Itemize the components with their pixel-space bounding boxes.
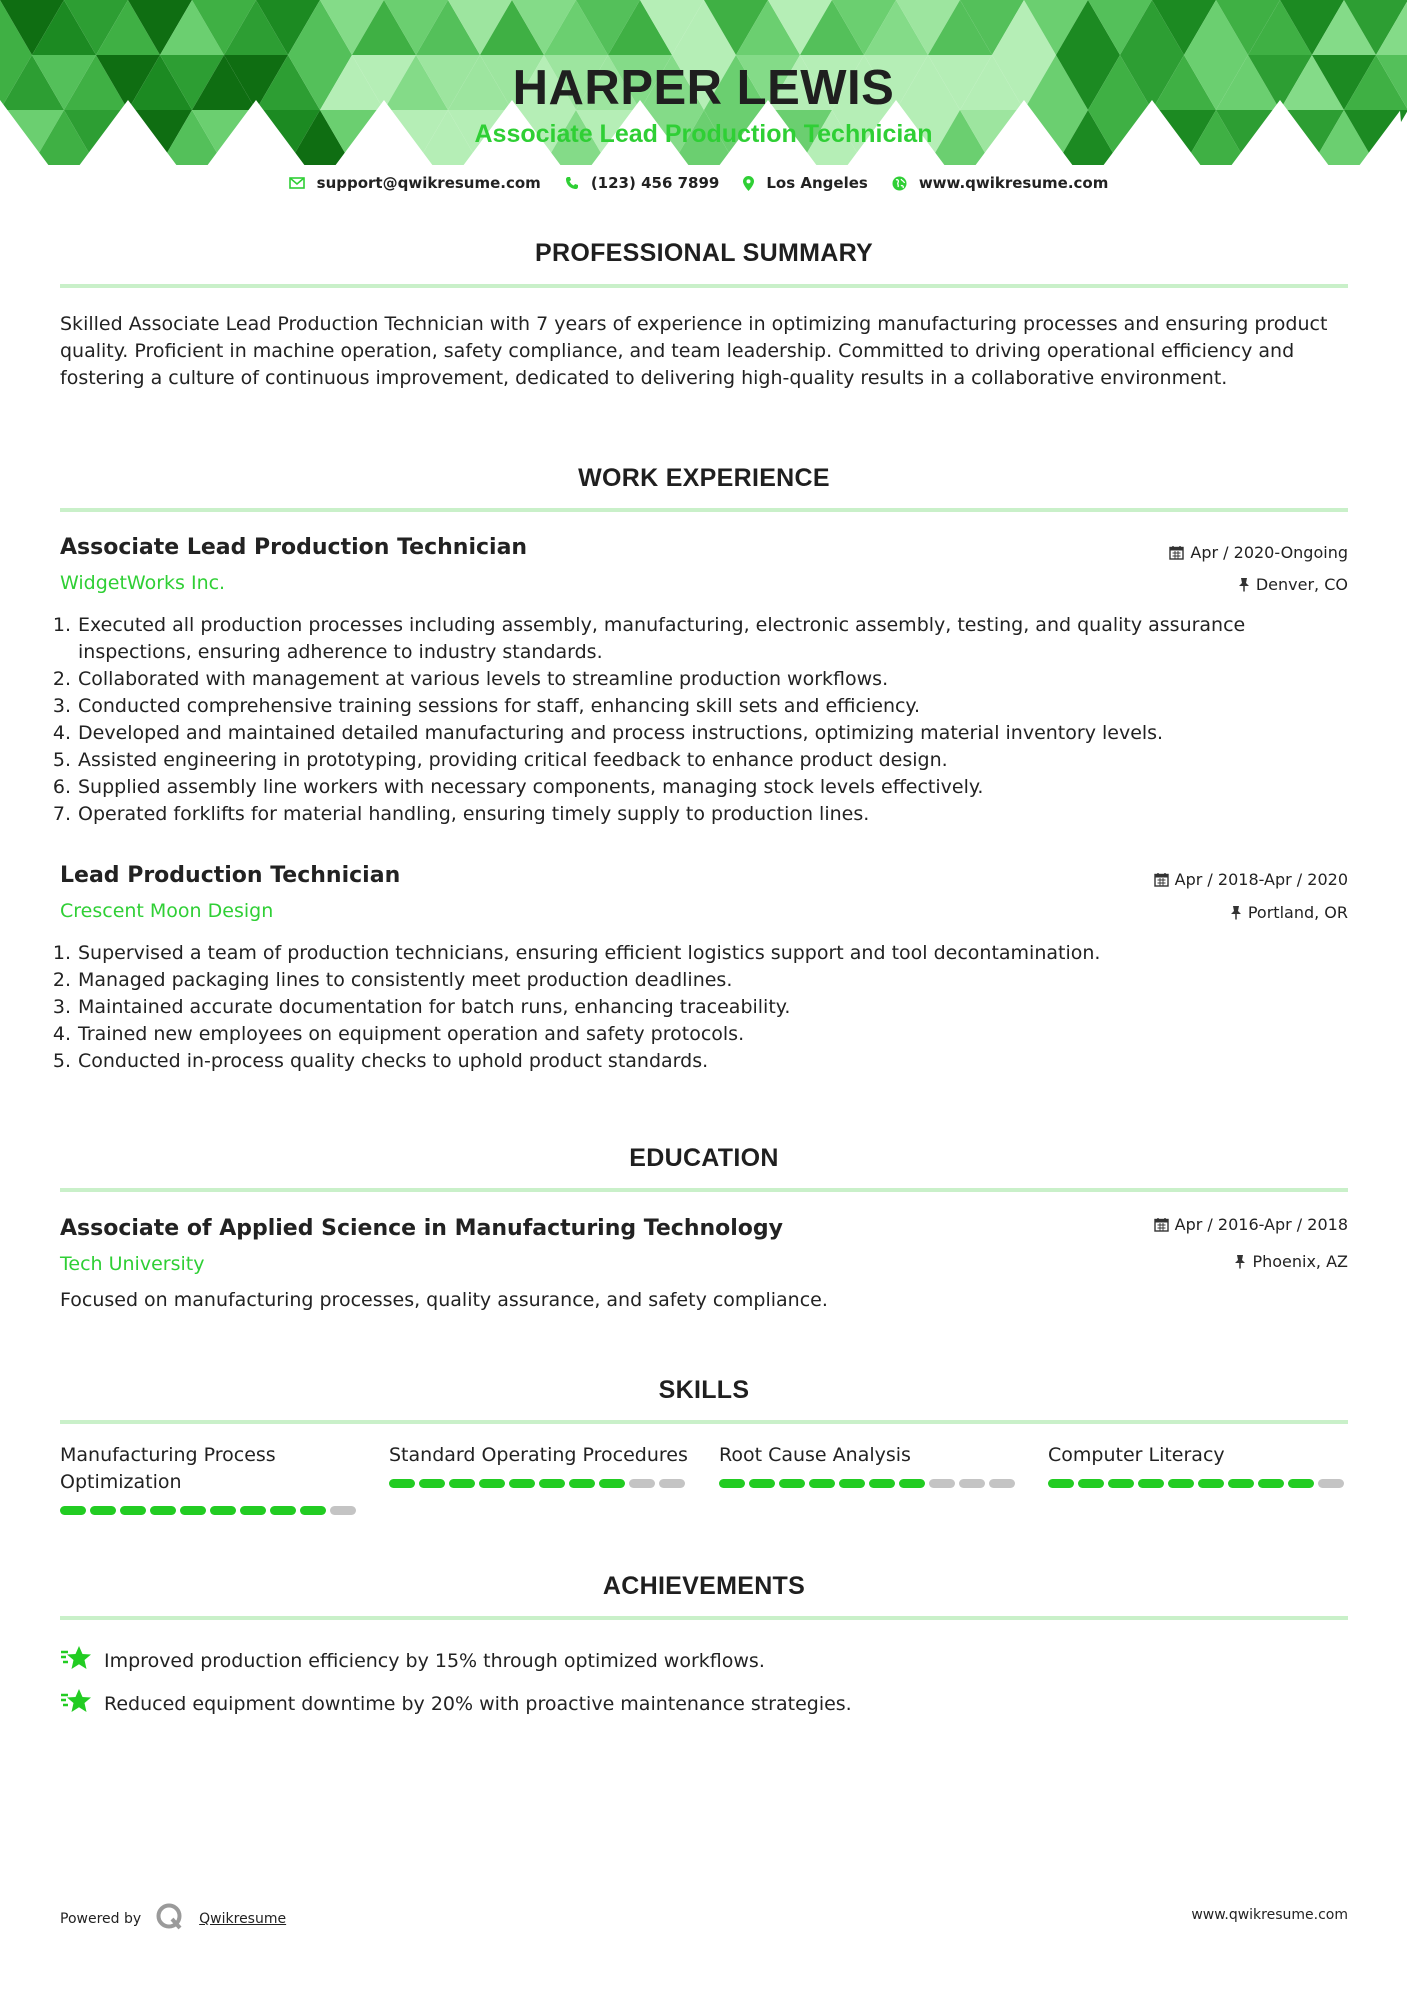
list-item: 2. Collaborated with management at various levels to streamline production workflows. [52, 668, 889, 690]
skill-item [1048, 1442, 1348, 1488]
job-location [1230, 903, 1348, 922]
job-duties-list [52, 940, 1342, 1075]
skill-item [60, 1442, 360, 1515]
list-item: 3. Maintained accurate documentation for batch runs, enhancing traceability. [52, 996, 791, 1018]
email-text: support@qwikresume.com [316, 174, 541, 192]
job-dates [1169, 543, 1348, 562]
section-divider [60, 508, 1348, 512]
list-item: 2. Managed packaging lines to consistently meet production deadlines. [52, 969, 733, 991]
skill-level-segment [210, 1506, 236, 1515]
job-dates-text: Apr / 2018-Apr / 2020 [1174, 870, 1348, 889]
achievement-item [60, 1688, 852, 1719]
qwikresume-logo-icon [155, 1902, 185, 1936]
skill-level-segment [330, 1506, 356, 1515]
contact-location [743, 174, 867, 192]
section-divider [60, 1188, 1348, 1192]
list-item: 4. Trained new employees on equipment operation and safety protocols. [52, 1023, 745, 1045]
skill-level-bar [1048, 1479, 1348, 1488]
skill-level-segment [300, 1506, 326, 1515]
calendar-icon [1169, 545, 1184, 560]
skill-name: Computer Literacy [1048, 1444, 1225, 1466]
skill-level-segment [1108, 1479, 1134, 1488]
skill-level-segment [60, 1506, 86, 1515]
contact-email[interactable] [289, 174, 541, 192]
skill-level-segment [869, 1479, 895, 1488]
star-icon [60, 1688, 92, 1719]
website-text: www.qwikresume.com [918, 174, 1109, 192]
skill-level-segment [1048, 1479, 1074, 1488]
contact-bar [0, 174, 1407, 192]
footer-website[interactable]: www.qwikresume.com [1191, 1907, 1348, 1923]
skill-item [719, 1442, 1019, 1488]
map-marker-icon [743, 176, 754, 191]
job-location [1238, 575, 1348, 594]
job-title: Associate Lead Production Technician [60, 535, 528, 560]
location-text: Los Angeles [766, 174, 868, 192]
skill-level-segment [599, 1479, 625, 1488]
star-icon [60, 1645, 92, 1676]
skill-level-segment [270, 1506, 296, 1515]
skill-level-segment [1198, 1479, 1224, 1488]
skill-level-segment [989, 1479, 1015, 1488]
skill-level-segment [419, 1479, 445, 1488]
skill-level-segment [719, 1479, 745, 1488]
skill-name: Manufacturing Process Optimization [60, 1444, 276, 1493]
skill-name: Root Cause Analysis [719, 1444, 911, 1466]
job-dates [1154, 870, 1348, 889]
list-item: 1. Executed all production processes including assembly, manufacturing, electronic assembly, testing, and quality assurance inspections, ensuring adherence to industry standards. [52, 614, 1246, 663]
summary-text: Skilled Associate Lead Production Technician with 7 years of experience in optimizing manufacturing processes and ensuring product quality. Proficient in machine operation, safety compliance, and team leadership. Committed to driving operational efficiency and fostering a culture of continuous improvement, dedicated to delivering high-quality results in a collaborative environment. [60, 313, 1328, 389]
qwikresume-link[interactable]: Qwikresume [199, 1911, 287, 1927]
pin-icon [1234, 1254, 1246, 1269]
envelope-icon [289, 177, 305, 189]
skill-level-segment [1228, 1479, 1254, 1488]
skill-level-segment [1318, 1479, 1344, 1488]
education-description: Focused on manufacturing processes, quality assurance, and safety compliance. [60, 1289, 828, 1311]
candidate-role: Associate Lead Production Technician [474, 120, 933, 148]
skill-level-segment [90, 1506, 116, 1515]
list-item: 1. Supervised a team of production technicians, ensuring efficient logistics support and tool decontamination. [52, 942, 1101, 964]
job-dates-text: Apr / 2020-Ongoing [1190, 543, 1348, 562]
pin-icon [1230, 905, 1242, 920]
skill-level-segment [899, 1479, 925, 1488]
job-location-text: Portland, OR [1247, 903, 1348, 922]
skill-level-segment [180, 1506, 206, 1515]
skill-level-segment [479, 1479, 505, 1488]
skill-level-segment [749, 1479, 775, 1488]
section-divider [60, 1616, 1348, 1620]
section-title-education: EDUCATION [629, 1144, 779, 1172]
powered-by-label: Powered by [60, 1911, 142, 1927]
skill-level-segment [779, 1479, 805, 1488]
candidate-name: HARPER LEWIS [512, 61, 895, 115]
company-name: Crescent Moon Design [60, 900, 274, 922]
pin-icon [1238, 577, 1250, 592]
achievement-text: Reduced equipment downtime by 20% with proactive maintenance strategies. [104, 1692, 852, 1715]
school-name: Tech University [60, 1253, 205, 1275]
skill-level-segment [569, 1479, 595, 1488]
skill-level-segment [539, 1479, 565, 1488]
footer-powered-by [60, 1902, 286, 1936]
skill-level-segment [1078, 1479, 1104, 1488]
list-item: 5. Conducted in-process quality checks to uphold product standards. [52, 1050, 709, 1072]
contact-phone[interactable] [565, 174, 720, 192]
section-title-skills: SKILLS [658, 1376, 750, 1404]
skill-level-segment [240, 1506, 266, 1515]
skill-level-segment [1288, 1479, 1314, 1488]
skill-level-segment [839, 1479, 865, 1488]
skill-item [389, 1442, 689, 1488]
education-dates [1154, 1215, 1348, 1234]
company-name: WidgetWorks Inc. [60, 572, 226, 594]
education-dates-text: Apr / 2016-Apr / 2018 [1174, 1215, 1348, 1234]
contact-website[interactable] [892, 174, 1109, 192]
list-item: 4. Developed and maintained detailed manufacturing and process instructions, optimizing material inventory levels. [52, 722, 1164, 744]
list-item: 7. Operated forklifts for material handling, ensuring timely supply to production lines. [52, 803, 870, 825]
skill-level-bar [389, 1479, 689, 1488]
education-location [1234, 1252, 1348, 1271]
calendar-icon [1154, 872, 1169, 887]
skill-level-segment [1258, 1479, 1284, 1488]
section-title-achievements: ACHIEVEMENTS [602, 1572, 806, 1600]
achievement-item [60, 1645, 765, 1676]
list-item: 5. Assisted engineering in prototyping, providing critical feedback to enhance product design. [52, 749, 948, 771]
job-title: Lead Production Technician [60, 863, 401, 888]
skill-level-segment [959, 1479, 985, 1488]
list-item: 6. Supplied assembly line workers with necessary components, managing stock levels effectively. [52, 776, 984, 798]
skill-level-segment [509, 1479, 535, 1488]
skill-level-bar [719, 1479, 1019, 1488]
job-location-text: Denver, CO [1255, 575, 1348, 594]
skill-level-segment [809, 1479, 835, 1488]
globe-icon [892, 176, 907, 191]
section-divider [60, 1420, 1348, 1424]
achievement-text: Improved production efficiency by 15% through optimized workflows. [104, 1649, 765, 1672]
job-duties-list [52, 612, 1342, 828]
degree-title: Associate of Applied Science in Manufacturing Technology [60, 1216, 784, 1241]
skill-level-segment [120, 1506, 146, 1515]
calendar-icon [1154, 1217, 1169, 1232]
skill-level-bar [60, 1506, 360, 1515]
section-title-experience: WORK EXPERIENCE [578, 464, 830, 492]
skill-level-segment [929, 1479, 955, 1488]
skill-level-segment [449, 1479, 475, 1488]
skill-level-segment [150, 1506, 176, 1515]
skill-level-segment [659, 1479, 685, 1488]
skill-level-segment [629, 1479, 655, 1488]
phone-icon [565, 176, 579, 190]
section-divider [60, 284, 1348, 288]
skill-name: Standard Operating Procedures [389, 1444, 688, 1466]
section-title-summary: PROFESSIONAL SUMMARY [535, 239, 873, 267]
list-item: 3. Conducted comprehensive training sessions for staff, enhancing skill sets and efficiency. [52, 695, 921, 717]
education-location-text: Phoenix, AZ [1252, 1252, 1348, 1271]
skill-level-segment [389, 1479, 415, 1488]
skill-level-segment [1138, 1479, 1164, 1488]
skill-level-segment [1168, 1479, 1194, 1488]
phone-text: (123) 456 7899 [590, 174, 720, 192]
